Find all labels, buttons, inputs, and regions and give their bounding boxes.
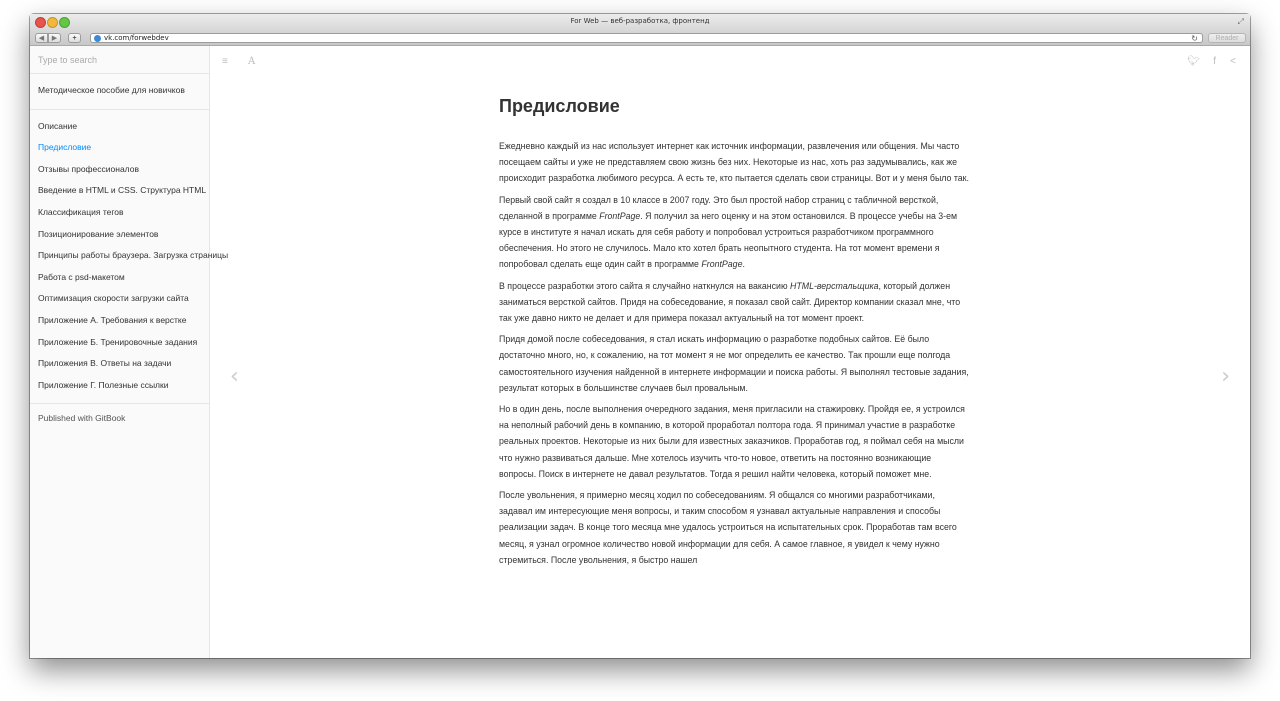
paragraph-text: . xyxy=(742,259,745,270)
sidebar-footer xyxy=(30,404,209,430)
paragraph-text: Придя домой после собеседования, я стал искать информацию о разработке подобных сайтов. Её было достаточно много, но, к сожалению, на тот момент я не мог определить ее качество. Так прошли еще полгода самостоятельного изучения найденной в интернете информации и поиска работы. Я выполнял тестовые задания, результат которых в большинстве случаев был провальным. xyxy=(499,334,969,393)
sidebar-item[interactable]: Приложение А. Требования к верстке xyxy=(38,314,187,325)
address-bar[interactable] xyxy=(90,33,1203,43)
paragraph-text: , который должен заниматься версткой сайтов. Придя на собеседование, я показал свой сайт. Директор компании сказал мне, что так уже давно никто не делает и для примера показал актуальный на тот момент проект. xyxy=(499,280,961,324)
chevron-right-icon[interactable]: › xyxy=(1221,364,1230,389)
window-title: For Web — веб-разработка, фронтенд xyxy=(570,17,710,25)
sidebar-item[interactable]: Классификация тегов xyxy=(38,206,124,217)
sidebar-item-intro[interactable]: Методическое пособие для новичков xyxy=(38,85,185,95)
browser-toolbar xyxy=(30,32,1250,46)
fullscreen-icon[interactable]: ⤢ xyxy=(1237,17,1244,26)
paragraph xyxy=(499,192,969,273)
paragraph xyxy=(499,401,969,482)
forward-button[interactable]: ▶ xyxy=(48,33,61,43)
emphasis-text: FrontPage xyxy=(701,259,743,270)
sidebar-item[interactable]: Работа с psd-макетом xyxy=(38,271,125,282)
sidebar-chapters-group xyxy=(30,110,229,405)
paragraph xyxy=(499,487,969,568)
emphasis-text: HTML-верстальщика xyxy=(790,280,879,291)
sidebar-nav xyxy=(30,74,229,430)
reload-icon[interactable]: ↻ xyxy=(1191,34,1198,43)
paragraph xyxy=(499,138,969,187)
page-title: Предисловие xyxy=(499,96,620,116)
main-content xyxy=(210,46,1250,658)
globe-icon xyxy=(94,35,101,42)
published-with-gitbook-link[interactable]: Published with GitBook xyxy=(38,413,126,424)
sidebar-item[interactable]: Приложение Б. Тренировочные задания xyxy=(38,336,198,347)
sidebar-item[interactable]: Принципы работы браузера. Загрузка страницы xyxy=(38,250,229,261)
paragraph-text: . Я получил за него оценку и на этом остановился. В процессе учебы на 3-ем курсе в институте я начал искать для себя работу и попробовал устроиться разработчиком программного обеспечения. Но этого не случилось. Мало кто хотел брать неопытного студента. На тот момент времени я попробовал сделать еще один сайт в программе xyxy=(499,210,958,270)
facebook-icon[interactable]: f xyxy=(1213,56,1216,67)
paragraph-text: После увольнения, я примерно месяц ходил по собеседованиям. Я общался со многими разработчиками, задавал им интересующие меня вопросы, и таким способом я узнавал актуальные направления и способы реализации задач. В конце того месяца мне удалось устроиться на испытательных срок. Проработав там всего месяц, я узнал огромное количество новой информации для себя. А самое главное, я увидел к чему нужно стремиться. После увольнения, я быстро нашел xyxy=(499,490,957,565)
back-button[interactable]: ◀ xyxy=(35,33,48,43)
paragraph xyxy=(499,331,969,396)
page-paragraphs xyxy=(499,138,969,568)
sidebar xyxy=(30,46,229,658)
browser-window xyxy=(30,14,1250,658)
chevron-left-icon[interactable]: ‹ xyxy=(230,364,239,389)
paragraph-text: Первый свой сайт я создал в 10 классе в 2007 году. Это был простой набор страниц с табличной версткой, сделанной в программе xyxy=(499,194,939,221)
share-toolbar xyxy=(1176,56,1236,68)
twitter-icon[interactable]: 🐦︎ xyxy=(1187,56,1200,67)
emphasis-text: FrontPage xyxy=(599,210,641,221)
title-bar xyxy=(30,14,1250,33)
font-settings-icon[interactable]: A xyxy=(248,56,256,67)
page-body xyxy=(499,94,969,573)
search-input[interactable] xyxy=(30,46,209,74)
sidebar-item[interactable]: Позиционирование элементов xyxy=(38,228,159,239)
share-icon[interactable]: < xyxy=(1230,56,1236,67)
paragraph xyxy=(499,278,969,327)
sidebar-item[interactable]: Введение в HTML и CSS. Структура HTML xyxy=(38,185,207,196)
sidebar-intro-group xyxy=(30,74,209,110)
sidebar-item[interactable]: Описание xyxy=(38,120,78,131)
paragraph-text: Но в один день, после выполнения очередного задания, меня пригласили на стажировку. Пройдя ее, я устроился на неполный рабочий день в компанию, в которой проработал полтора года. Я принимал участие в разработке реальных проектов. Некоторые из них были для известных заказчиков. Проработав год, я поймал себя на мысли что нужно развиваться дальше. Мне хотелось изучить что-то новое, ответить на постоянно возникающие вопросы. Поиск в интернете не давал результатов. Тогда я решил найти человека, который поможет мне. xyxy=(499,404,965,479)
reader-button[interactable]: Reader xyxy=(1208,33,1246,43)
paragraph-text: В процессе разработки этого сайта я случайно наткнулся на вакансию xyxy=(499,280,791,291)
sidebar-item[interactable]: Приложения В. Ответы на задачи xyxy=(38,358,172,369)
sidebar-item[interactable]: Оптимизация скорости загрузки сайта xyxy=(38,293,189,304)
sidebar-item[interactable]: Отзывы профессионалов xyxy=(38,163,139,174)
sidebar-item[interactable]: Предисловие xyxy=(38,142,92,153)
sidebar-item[interactable]: Приложение Г. Полезные ссылки xyxy=(38,379,169,390)
add-bookmark-button[interactable]: + xyxy=(68,33,81,43)
menu-icon[interactable]: ≡ xyxy=(222,56,228,67)
url-text[interactable]: vk.com/forwebdev xyxy=(104,34,169,42)
paragraph-text: Ежедневно каждый из нас использует интернет как источник информации, развлечения или общения. Мы часто посещаем сайты и уже не представляем свою жизнь без них. Некоторые из нас, хоть раз задумывались, как же происходит разработка любимого ресурса. А есть те, кто пытается сделать свои страницы. Вот и у меня было так. xyxy=(499,141,969,184)
